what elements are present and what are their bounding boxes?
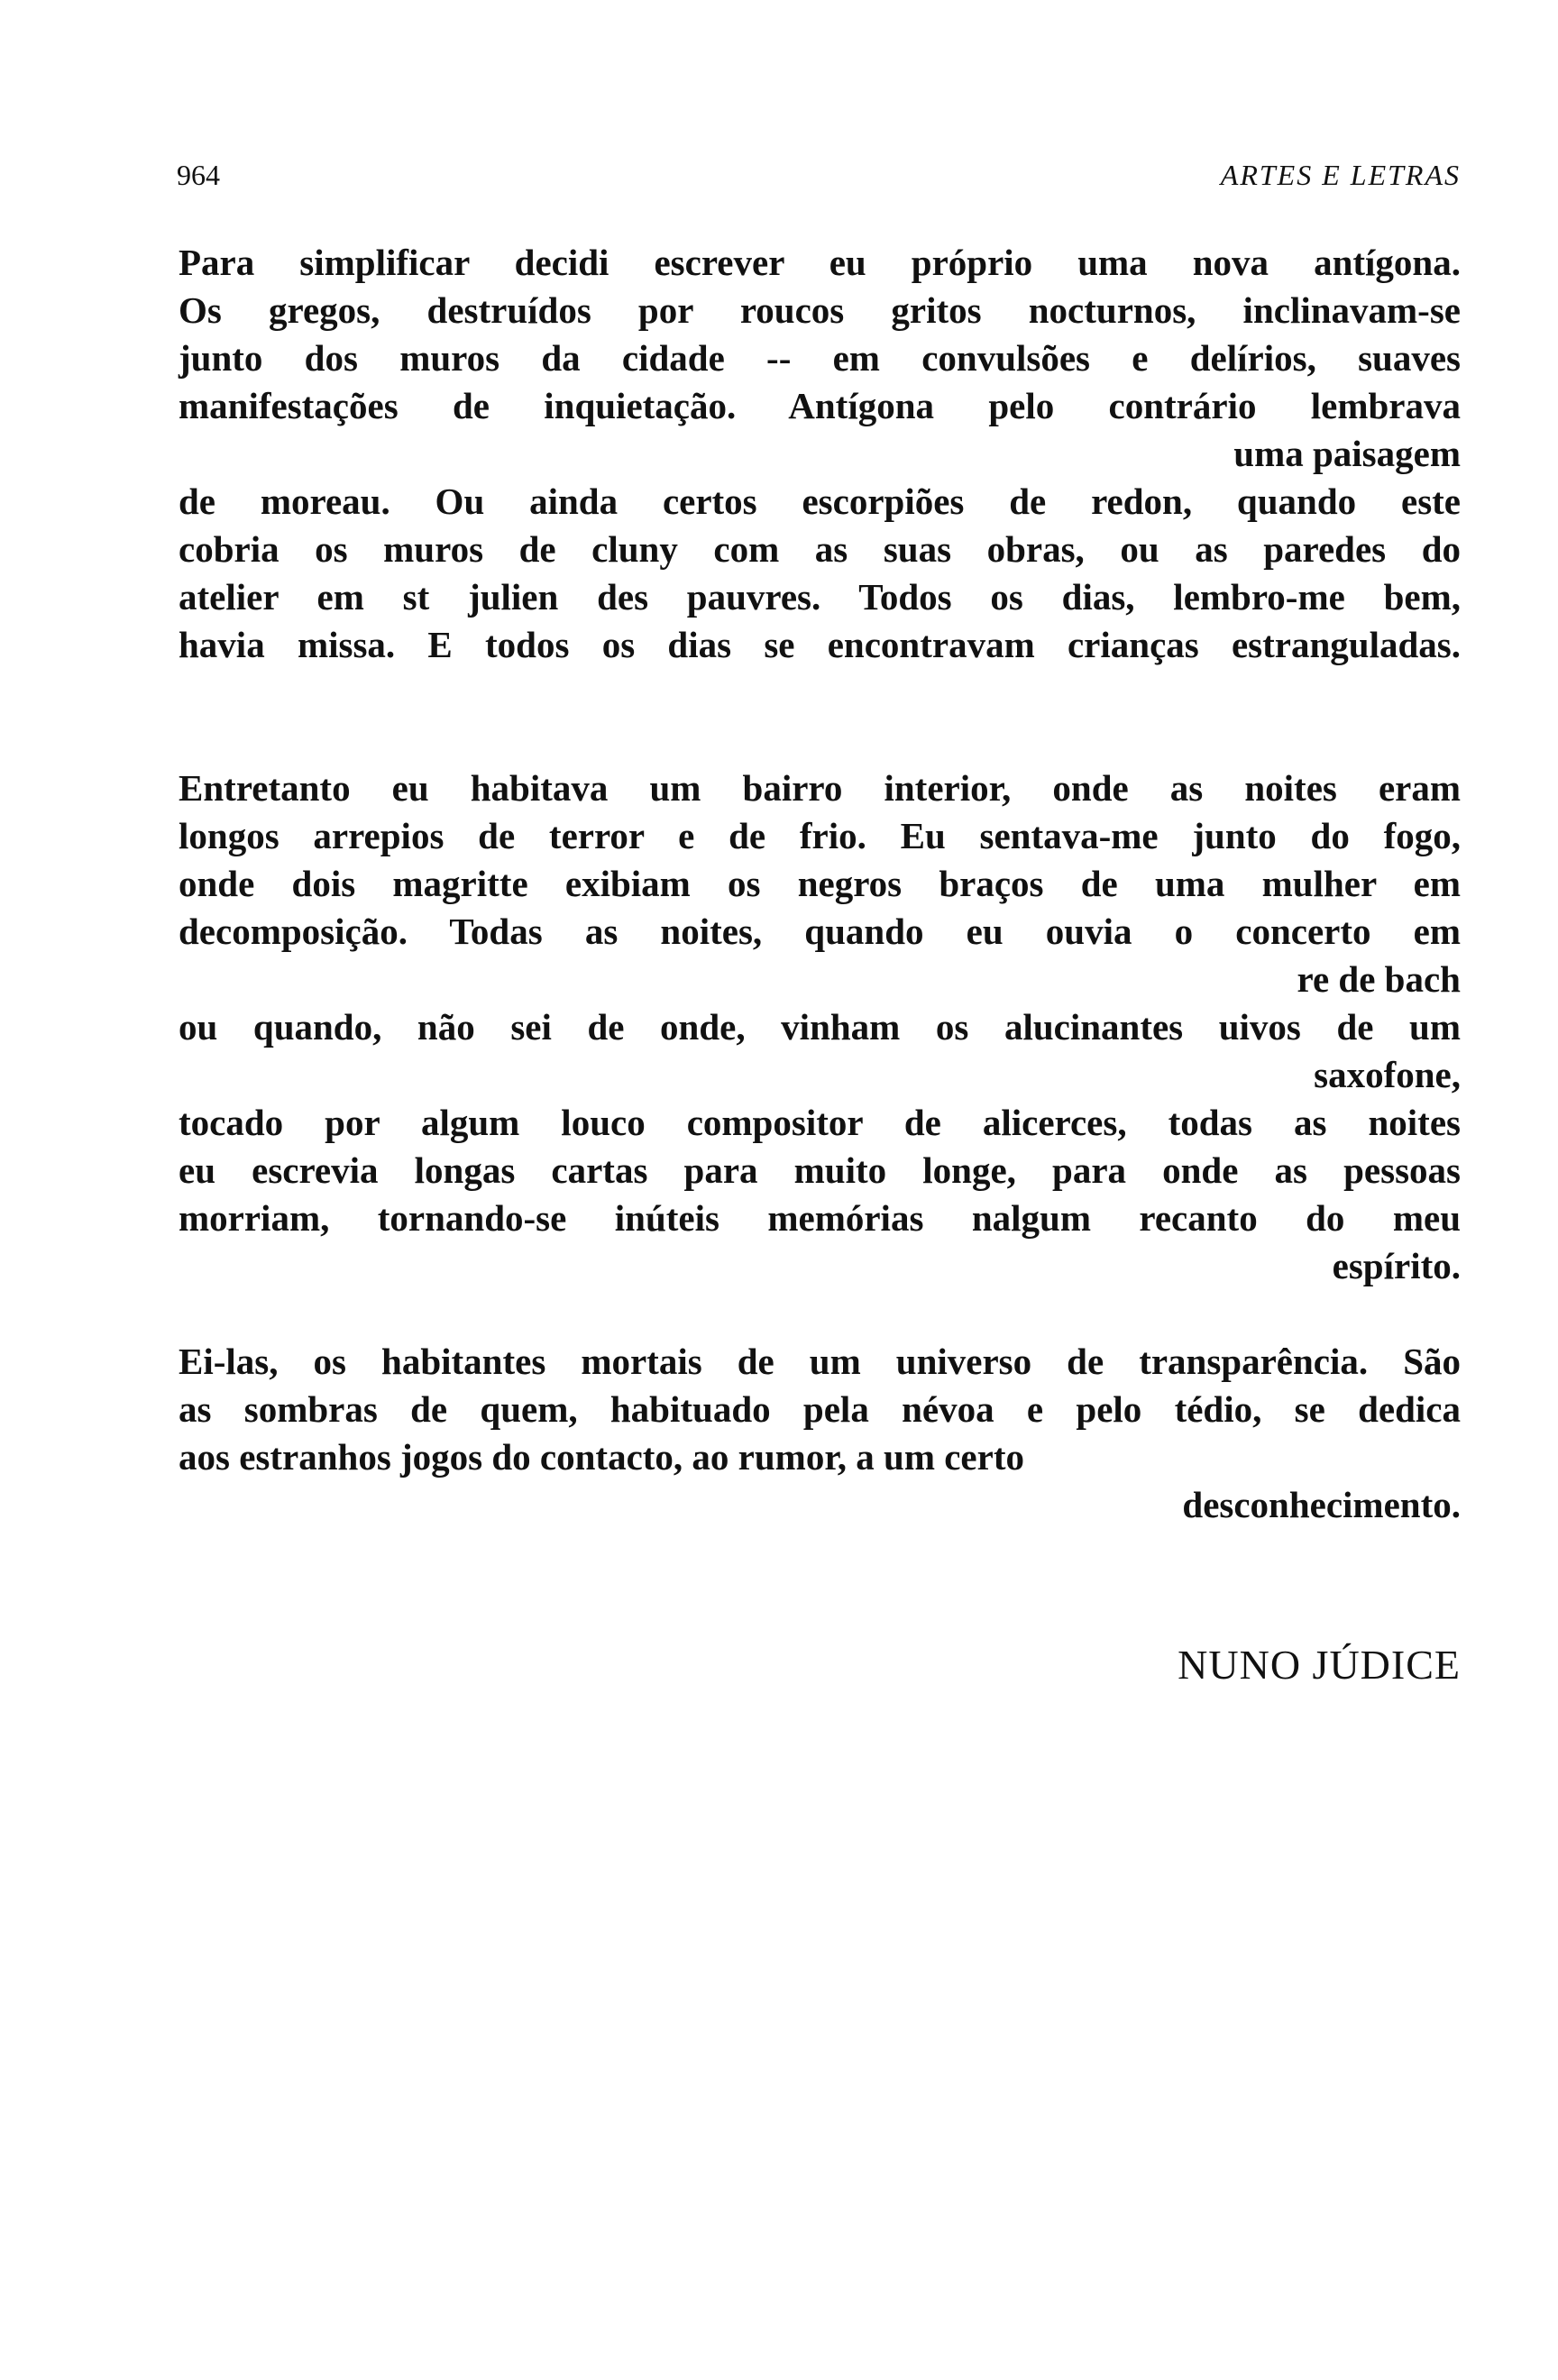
- text-line: re de bach: [1297, 958, 1461, 1000]
- page-number: 964: [177, 159, 220, 191]
- text-line: Para simplificar decidi escrever eu próprio uma nova antígona.: [179, 242, 1461, 283]
- text-line: Ei-las, os habitantes mortais de um universo de transparência. São: [179, 1341, 1461, 1382]
- text-line: as sombras de quem, habituado pela névoa e pelo tédio, se dedica: [179, 1388, 1461, 1430]
- text-line: morriam, tornando-se inúteis memórias nalgum recanto do meu: [179, 1197, 1461, 1239]
- text-line: uma paisagem: [1233, 433, 1461, 474]
- paragraph-gap: [179, 1290, 1461, 1338]
- text-line: Os gregos, destruídos por roucos gritos nocturnos, inclinavam-se: [179, 289, 1461, 331]
- text-line: ou quando, não sei de onde, vinham os alucinantes uivos de um: [179, 1006, 1461, 1048]
- text-line: Entretanto eu habitava um bairro interior, onde as noites eram: [179, 767, 1461, 809]
- text-line: decomposição. Todas as noites, quando eu ouvia o concerto em: [179, 911, 1461, 952]
- text-line: eu escrevia longas cartas para muito longe, para onde as pessoas: [179, 1149, 1461, 1191]
- text-line: desconhecimento.: [1182, 1484, 1461, 1525]
- text-line: manifestações de inquietação. Antígona pelo contrário lembrava: [179, 385, 1461, 426]
- paragraph-1: [179, 239, 1461, 669]
- paragraph-gap: [179, 669, 1461, 764]
- text-line: junto dos muros da cidade -- em convulsões e delírios, suaves: [179, 337, 1461, 379]
- running-head: [177, 159, 1461, 195]
- text-line: atelier em st julien des pauvres. Todos os dias, lembro-me bem,: [179, 576, 1461, 618]
- text-line: longos arrepios de terror e de frio. Eu sentava-me junto do fogo,: [179, 815, 1461, 856]
- author-signature: NUNO JÚDICE: [1178, 1642, 1461, 1688]
- text-line: espírito.: [1332, 1245, 1461, 1286]
- text-line: de moreau. Ou ainda certos escorpiões de redon, quando este: [179, 481, 1461, 522]
- paragraph-3: [179, 1338, 1461, 1529]
- text-line: cobria os muros de cluny com as suas obras, ou as paredes do: [179, 528, 1461, 570]
- text-line: tocado por algum louco compositor de alicerces, todas as noites: [179, 1102, 1461, 1143]
- section-title: ARTES E LETRAS: [1220, 159, 1461, 191]
- text-line: onde dois magritte exibiam os negros braços de uma mulher em: [179, 863, 1461, 904]
- text-line: saxofone,: [1314, 1054, 1461, 1095]
- poem-body: [179, 239, 1461, 1529]
- paragraph-2: [179, 764, 1461, 1290]
- text-line: havia missa. E todos os dias se encontravam crianças estranguladas.: [179, 624, 1461, 665]
- text-line: aos estranhos jogos do contacto, ao rumor, a um certo: [179, 1436, 1024, 1478]
